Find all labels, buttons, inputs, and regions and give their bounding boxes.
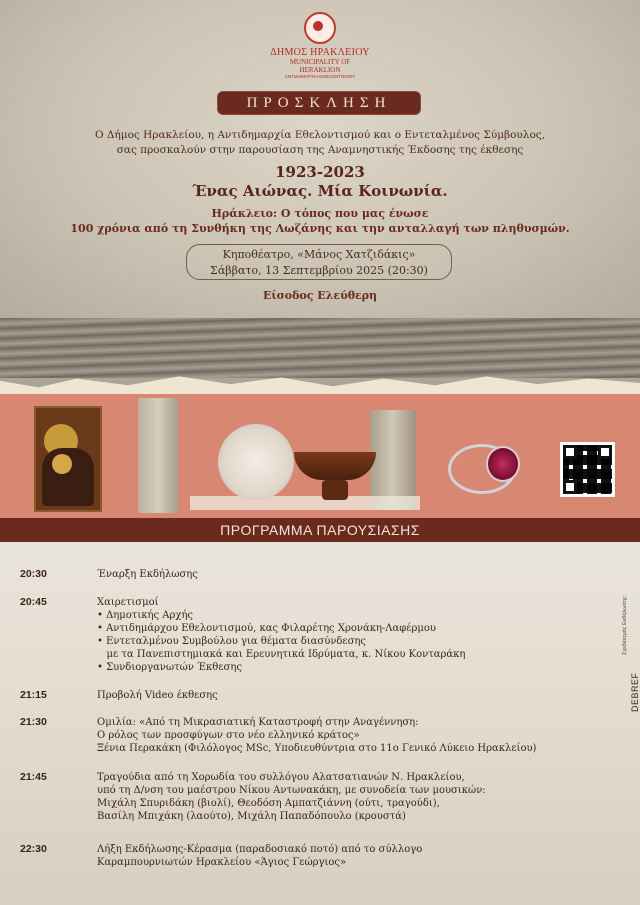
schedule-time: 21:30 [20,716,47,728]
column-right [370,410,416,510]
tagline-line-1: Ηράκλειο: Ο τόπος που μας ένωσε [211,207,429,220]
intro-line-2: σας προσκαλούν στην παρουσίαση της Αναμνηστικής Έκδοσης της έκθεσης [116,144,524,156]
schedule-line: • Αντιδημάρχου Εθελοντισμού, κας Φιλαρέτης Χρονάκη-Λαφέρμου [97,623,436,634]
schedule-line: Λήξη Εκδήλωσης-Κέρασμα (παραδοσιακό ποτό) από το σύλλογο [97,844,423,855]
program-title: ΠΡΟΓΡΑΜΜΑ ΠΑΡΟΥΣΙΑΣΗΣ [0,518,640,542]
logo-line-1: ΔΗΜΟΣ ΗΡΑΚΛΕΙΟΥ [270,47,370,58]
schedule-line: Προβολή Video έκθεσης [97,690,218,701]
intro-line-1: Ο Δήμος Ηρακλείου, η Αντιδημαρχία Εθελοντισμού και ο Εντεταλμένος Σύμβουλος, [94,129,546,141]
schedule-line: Ο ρόλος των προσφύγων στο νέο ελληνικό κράτος» [97,730,360,741]
logo-line-2: MUNICIPALITY OF HERAKLION [289,58,351,74]
schedule-line: Ξένια Περακάκη (Φιλόλογος MSc, Υποδιευθύντρια στο 11ο Γενικό Λύκειο Ηρακλείου) [97,743,537,754]
tagline-line-2: 100 χρόνια από τη Συνθήκη της Λωζάνης και την ανταλλαγή των πληθυσμών. [70,222,570,235]
schedule-line: με τα Πανεπιστημιακά και Ερευνητικά Ιδρύματα, κ. Νίκου Κονταράκη [97,649,466,660]
schedule-time: 22:30 [20,843,47,855]
logo-line-3: ΑΝΤΙΔΗΜΑΡΧΙΑ ΕΘΕΛΟΝΤΙΣΜΟΥ [284,74,356,79]
schedule-line: • Δημοτικής Αρχής [97,610,194,621]
schedule-time: 21:45 [20,771,47,783]
schedule-line: Χαιρετισμοί [97,597,159,608]
municipality-logo [270,12,370,79]
venue-box [186,244,452,280]
schedule-line: • Εντεταλμένου Συμβούλου για θέματα διασύνδεσης [97,636,367,647]
schedule-time: 20:45 [20,596,47,608]
event-tagline [40,206,600,236]
column-left [138,398,178,513]
schedule-line: Μιχάλη Σπυριδάκη (βιολί), Θεοδόση Αμπατζιάννη (ούτι, τραγούδι), [97,798,440,809]
free-entry-note: Είσοδος Ελεύθερη [262,289,378,302]
display-base [190,496,420,510]
religious-icon-painting [34,406,102,512]
schedule-line: Βασίλη Μπιχάκη (λαούτο), Μιχάλη Παπαδόπουλο (κρουστά) [97,811,406,822]
venue-name: Κηποθέατρο, «Μάνος Χατζιδάκις» [222,248,416,261]
schedule-line: Τραγούδια από τη Χορωδία του συλλόγου Αλατσατιανών Ν. Ηρακλείου, [97,772,465,783]
qr-code-icon[interactable] [560,442,615,497]
event-datetime: Σάββατο, 13 Σεπτεμβρίου 2025 (20:30) [210,264,428,277]
invitation-title: ΠΡΟΣΚΛΗΣΗ [218,92,420,114]
designer-brand: DEBREF [630,672,640,712]
schedule-line: • Συνδιοργανωτών Έκθεσης [97,662,242,673]
schedule-line: Καραμπουρνιωτών Ηρακλείου «Άγιος Γεώργιος» [97,857,347,868]
ring-gemstone [486,446,520,482]
sea-photo-strip [0,318,640,378]
municipality-emblem-icon [304,12,336,44]
schedule-line: Έναρξη Εκδήλωσης [97,569,198,580]
years-heading: 1923-2023 [275,163,365,181]
schedule-line: Ομιλία: «Από τη Μικρασιατική Καταστροφή στην Αναγέννηση: [97,717,419,728]
lace-plate-artifact [218,424,294,500]
event-subtitle: Ένας Αιώνας. Μία Κοινωνία. [192,182,448,200]
intro-text [40,128,600,158]
schedule-time: 20:30 [20,568,47,580]
design-credit: Σχεδιασμός Εκδήλωσης: [622,594,628,655]
schedule-line: υπό τη Δ/νση του μαέστρου Νίκου Αντωνακάκη, με συνοδεία των μουσικών: [97,785,486,796]
schedule-time: 21:15 [20,689,47,701]
